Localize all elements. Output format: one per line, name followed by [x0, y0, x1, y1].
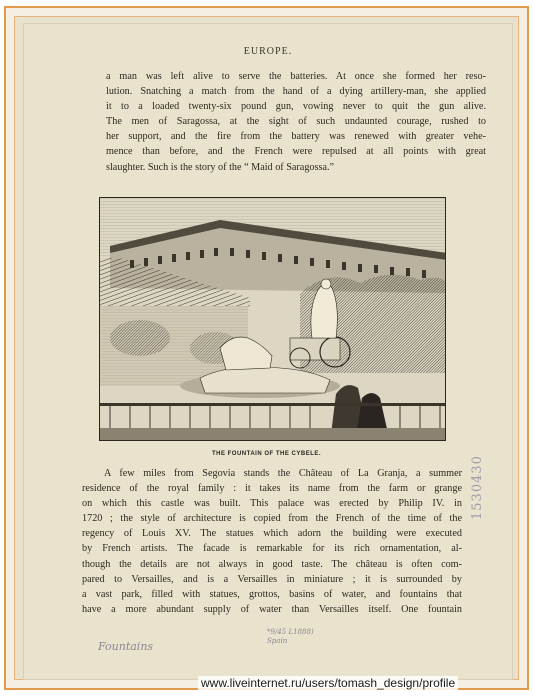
paragraph-top [106, 69, 486, 175]
text-line: residence of the royal family : it takes its name from the farm or grange [82, 483, 462, 495]
text-line: though the details are not always in good taste. The château is often com- [82, 558, 462, 570]
text-line: The men of Saragossa, at the sight of such undaunted courage, rushed to [106, 116, 486, 128]
watermark-url: www.liveinternet.ru/users/tomash_design/profile [198, 676, 458, 690]
text-line: a vast park, filled with statues, grottos, basins of water, and fountains that [82, 588, 462, 600]
running-head: EUROPE. [243, 46, 293, 57]
text-line: slaughter. Such is the story of the “ Maid of Saragossa.” [106, 161, 335, 173]
handwritten-id-line: Spain [267, 637, 288, 645]
text-line: a man was left alive to serve the batteries. At once she formed her reso- [106, 71, 486, 82]
handwritten-number: 1530430 [470, 455, 485, 520]
text-line: her support, and the fire from the battery was renewed with greater vehe- [106, 131, 486, 143]
text-line: pared to Versailles, and is a Versailles in miniature ; it is surrounded by [82, 573, 462, 585]
fountain-engraving [99, 197, 446, 441]
text-line: by French artists. The facade is remarkable for its rich ornamentation, al- [82, 543, 462, 555]
paragraph-bottom [82, 466, 462, 617]
text-line: 1720 ; the style of architecture is copied from the French of the time of the [82, 513, 462, 525]
handwritten-subject: Fountains [98, 640, 154, 653]
handwritten-id-line: *9/45 L1888) [267, 628, 314, 636]
illustration-caption: THE FOUNTAIN OF THE CYBELE. [211, 451, 322, 457]
handwritten-id [267, 628, 314, 646]
text-line: lution. Snatching a match from the hand of a dying artillery-man, she applied [106, 86, 486, 98]
text-line: it to a loaded twenty-six pound gun, vowing never to quit the gun alive. [106, 101, 486, 113]
text-line: on which this castle was built. This palace was erected by Philip IV. in [82, 498, 462, 510]
text-line: have a more abundant supply of water than Versailles itself. One fountain [82, 603, 462, 615]
text-line: A few miles from Segovia stands the Château of La Granja, a summer [104, 468, 462, 479]
text-line: mence than before, and the French were repulsed at all points with great [106, 146, 486, 158]
text-line: regency of Louis XV. The statues which adorn the building were executed [82, 528, 462, 540]
